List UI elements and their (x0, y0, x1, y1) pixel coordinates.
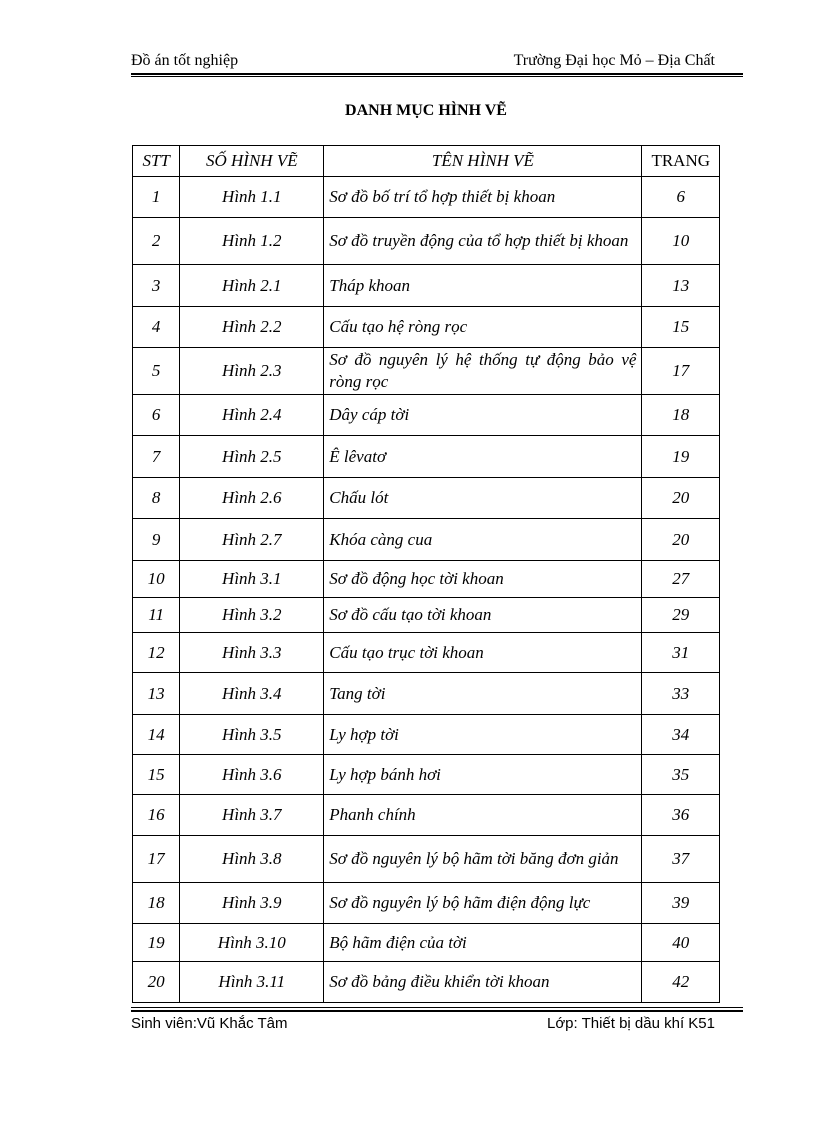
row-page: 27 (642, 561, 720, 598)
row-stt: 2 (133, 218, 180, 265)
table-row (133, 177, 720, 218)
row-page: 6 (642, 177, 720, 218)
page-title: DANH MỤC HÌNH VẼ (345, 102, 507, 119)
row-figure-number: Hình 3.6 (180, 755, 324, 795)
row-figure-number: Hình 3.1 (180, 561, 324, 598)
row-figure-name: Dây cáp tời (324, 395, 642, 436)
row-stt: 10 (133, 561, 180, 598)
table-row (133, 633, 720, 673)
row-figure-number: Hình 2.6 (180, 478, 324, 519)
row-page: 19 (642, 436, 720, 478)
row-figure-name: Sơ đồ động học tời khoan (324, 561, 642, 598)
row-page: 13 (642, 265, 720, 307)
row-page: 34 (642, 715, 720, 755)
row-figure-number: Hình 3.5 (180, 715, 324, 755)
table-row (133, 795, 720, 836)
table-header-row (133, 146, 720, 177)
row-figure-name: Sơ đồ bảng điều khiển tời khoan (324, 962, 642, 1003)
row-figure-name: Phanh chính (324, 795, 642, 836)
row-figure-name: Bộ hãm điện của tời (324, 924, 642, 962)
row-figure-name: Ly hợp bánh hơi (324, 755, 642, 795)
table-row (133, 348, 720, 395)
row-page: 10 (642, 218, 720, 265)
table-row (133, 519, 720, 561)
column-header-page: TRANG (642, 146, 720, 177)
table-row (133, 755, 720, 795)
column-header-figure-number: SỐ HÌNH VẼ (180, 146, 324, 177)
footer-divider-thin (131, 1007, 743, 1008)
row-figure-name: Cấu tạo hệ ròng rọc (324, 307, 642, 348)
footer-class: Lớp: Thiết bị dầu khí K51 (546, 1015, 715, 1032)
row-page: 40 (642, 924, 720, 962)
row-stt: 6 (133, 395, 180, 436)
row-figure-name: Sơ đồ cấu tạo tời khoan (324, 598, 642, 633)
row-figure-number: Hình 2.7 (180, 519, 324, 561)
row-figure-number: Hình 3.3 (180, 633, 324, 673)
row-figure-name: Sơ đồ nguyên lý bộ hãm điện động lực (324, 883, 642, 924)
row-stt: 17 (133, 836, 180, 883)
row-stt: 5 (133, 348, 180, 395)
header-left-text: Đồ án tốt nghiệp (131, 52, 239, 69)
row-stt: 12 (133, 633, 180, 673)
row-stt: 15 (133, 755, 180, 795)
table-row (133, 395, 720, 436)
table-row (133, 478, 720, 519)
table-row (133, 218, 720, 265)
row-figure-name: Ly hợp tời (324, 715, 642, 755)
row-figure-name: Sơ đồ nguyên lý bộ hãm tời băng đơn giản (324, 836, 642, 883)
row-figure-name: Tháp khoan (324, 265, 642, 307)
row-figure-name: Khóa càng cua (324, 519, 642, 561)
row-stt: 18 (133, 883, 180, 924)
row-figure-number: Hình 2.3 (180, 348, 324, 395)
footer-divider (131, 1010, 743, 1012)
table-row (133, 561, 720, 598)
row-stt: 11 (133, 598, 180, 633)
row-stt: 3 (133, 265, 180, 307)
row-stt: 16 (133, 795, 180, 836)
row-figure-number: Hình 1.1 (180, 177, 324, 218)
row-page: 20 (642, 478, 720, 519)
row-stt: 9 (133, 519, 180, 561)
row-figure-number: Hình 3.10 (180, 924, 324, 962)
row-page: 31 (642, 633, 720, 673)
row-figure-name: Tang tời (324, 673, 642, 715)
row-stt: 14 (133, 715, 180, 755)
row-page: 37 (642, 836, 720, 883)
row-figure-number: Hình 3.11 (180, 962, 324, 1003)
row-figure-number: Hình 3.9 (180, 883, 324, 924)
row-figure-number: Hình 3.8 (180, 836, 324, 883)
row-figure-name: Sơ đồ truyền động của tổ hợp thiết bị khoan (324, 218, 642, 265)
row-figure-name: Sơ đồ bố trí tổ hợp thiết bị khoan (324, 177, 642, 218)
table-row (133, 924, 720, 962)
row-page: 15 (642, 307, 720, 348)
row-stt: 1 (133, 177, 180, 218)
row-stt: 13 (133, 673, 180, 715)
row-figure-name: Cấu tạo trục tời khoan (324, 633, 642, 673)
row-page: 42 (642, 962, 720, 1003)
table-row (133, 673, 720, 715)
row-figure-number: Hình 2.4 (180, 395, 324, 436)
row-figure-name: Ê lêvatơ (324, 436, 642, 478)
table-row (133, 962, 720, 1003)
row-figure-name: Chấu lót (324, 478, 642, 519)
row-page: 35 (642, 755, 720, 795)
table-row (133, 883, 720, 924)
row-stt: 4 (133, 307, 180, 348)
row-page: 33 (642, 673, 720, 715)
row-page: 20 (642, 519, 720, 561)
table-row (133, 436, 720, 478)
column-header-figure-name: TÊN HÌNH VẼ (324, 146, 642, 177)
row-figure-number: Hình 1.2 (180, 218, 324, 265)
column-header-stt: STT (133, 146, 180, 177)
figure-list-table (132, 145, 720, 1003)
row-figure-name: Sơ đồ nguyên lý hệ thống tự động bảo vệ ròng rọc (324, 348, 642, 395)
row-figure-number: Hình 3.2 (180, 598, 324, 633)
row-figure-number: Hình 3.7 (180, 795, 324, 836)
table-row (133, 265, 720, 307)
header-right-text: Trường Đại học Mỏ – Địa Chất (513, 52, 715, 69)
row-figure-number: Hình 2.5 (180, 436, 324, 478)
table-body (133, 177, 720, 1003)
row-stt: 19 (133, 924, 180, 962)
table-row (133, 836, 720, 883)
row-page: 36 (642, 795, 720, 836)
table-row (133, 715, 720, 755)
table-row (133, 307, 720, 348)
row-page: 39 (642, 883, 720, 924)
row-stt: 7 (133, 436, 180, 478)
header-divider (131, 73, 743, 75)
table-row (133, 598, 720, 633)
row-page: 18 (642, 395, 720, 436)
row-figure-number: Hình 2.2 (180, 307, 324, 348)
row-stt: 8 (133, 478, 180, 519)
header-divider-thin (131, 76, 743, 77)
row-page: 29 (642, 598, 720, 633)
row-page: 17 (642, 348, 720, 395)
row-figure-number: Hình 3.4 (180, 673, 324, 715)
row-figure-number: Hình 2.1 (180, 265, 324, 307)
footer-student: Sinh viên:Vũ Khắc Tâm (131, 1015, 288, 1032)
row-stt: 20 (133, 962, 180, 1003)
